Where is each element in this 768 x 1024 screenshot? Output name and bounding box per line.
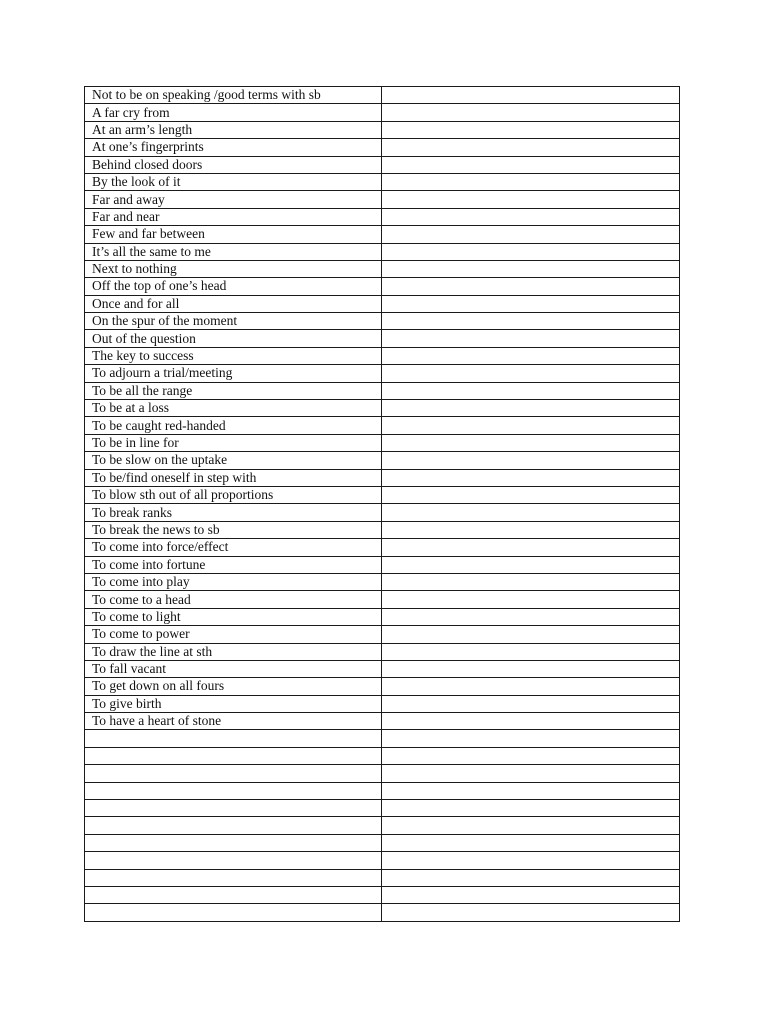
table-row	[85, 765, 680, 782]
table-row	[85, 330, 680, 347]
answer-cell	[382, 347, 680, 364]
idiom-cell: To get down on all fours	[85, 678, 382, 695]
answer-cell	[382, 208, 680, 225]
answer-cell	[382, 365, 680, 382]
table-row	[85, 434, 680, 451]
answer-cell	[382, 573, 680, 590]
table-row	[85, 869, 680, 886]
answer-cell	[382, 904, 680, 921]
idiom-cell: To be/find oneself in step with	[85, 469, 382, 486]
table-row	[85, 747, 680, 764]
table-row	[85, 173, 680, 190]
answer-cell	[382, 156, 680, 173]
table-row	[85, 191, 680, 208]
answer-cell	[382, 260, 680, 277]
table-row	[85, 800, 680, 817]
table-row	[85, 208, 680, 225]
idiom-cell: To come into fortune	[85, 556, 382, 573]
table-row	[85, 400, 680, 417]
idiom-cell: The key to success	[85, 347, 382, 364]
answer-cell	[382, 330, 680, 347]
table-row	[85, 521, 680, 538]
table-row	[85, 486, 680, 503]
answer-cell	[382, 313, 680, 330]
table-row	[85, 626, 680, 643]
table-row	[85, 782, 680, 799]
idiom-cell: To break the news to sb	[85, 521, 382, 538]
answer-cell	[382, 400, 680, 417]
idiom-cell: It’s all the same to me	[85, 243, 382, 260]
table-row	[85, 591, 680, 608]
idiom-cell: To give birth	[85, 695, 382, 712]
idiom-cell	[85, 817, 382, 834]
answer-cell	[382, 539, 680, 556]
idiom-cell: On the spur of the moment	[85, 313, 382, 330]
idiom-cell: To adjourn a trial/meeting	[85, 365, 382, 382]
table-row	[85, 156, 680, 173]
idiom-cell	[85, 782, 382, 799]
table-row	[85, 573, 680, 590]
answer-cell	[382, 121, 680, 138]
answer-cell	[382, 643, 680, 660]
answer-cell	[382, 87, 680, 104]
table-row	[85, 87, 680, 104]
answer-cell	[382, 139, 680, 156]
idiom-cell: To draw the line at sth	[85, 643, 382, 660]
idiom-cell	[85, 800, 382, 817]
answer-cell	[382, 278, 680, 295]
table-row	[85, 904, 680, 921]
table-row	[85, 608, 680, 625]
table-row	[85, 121, 680, 138]
table-row	[85, 660, 680, 677]
answer-cell	[382, 295, 680, 312]
idiom-cell: Next to nothing	[85, 260, 382, 277]
idiom-cell: Once and for all	[85, 295, 382, 312]
table-row	[85, 226, 680, 243]
idiom-cell: To have a heart of stone	[85, 713, 382, 730]
answer-cell	[382, 782, 680, 799]
answer-cell	[382, 886, 680, 903]
answer-cell	[382, 226, 680, 243]
answer-cell	[382, 382, 680, 399]
table-row	[85, 817, 680, 834]
answer-cell	[382, 713, 680, 730]
answer-cell	[382, 817, 680, 834]
idiom-cell: To fall vacant	[85, 660, 382, 677]
idiom-cell: To be all the range	[85, 382, 382, 399]
answer-cell	[382, 852, 680, 869]
idiom-cell: To come into play	[85, 573, 382, 590]
idiom-cell	[85, 730, 382, 747]
answer-cell	[382, 173, 680, 190]
table-row	[85, 313, 680, 330]
table-row	[85, 417, 680, 434]
answer-cell	[382, 800, 680, 817]
idiom-cell: To come into force/effect	[85, 539, 382, 556]
answer-cell	[382, 556, 680, 573]
answer-cell	[382, 591, 680, 608]
table-row	[85, 886, 680, 903]
idiom-cell: Off the top of one’s head	[85, 278, 382, 295]
answer-cell	[382, 452, 680, 469]
table-row	[85, 713, 680, 730]
idiom-cell: To blow sth out of all proportions	[85, 486, 382, 503]
table-row	[85, 643, 680, 660]
answer-cell	[382, 191, 680, 208]
answer-cell	[382, 608, 680, 625]
idiom-cell: Far and away	[85, 191, 382, 208]
answer-cell	[382, 660, 680, 677]
idiom-cell: By the look of it	[85, 173, 382, 190]
idiom-cell: To break ranks	[85, 504, 382, 521]
idiom-cell: To come to light	[85, 608, 382, 625]
answer-cell	[382, 869, 680, 886]
table-row	[85, 469, 680, 486]
table-row	[85, 365, 680, 382]
answer-cell	[382, 834, 680, 851]
idiom-cell	[85, 886, 382, 903]
answer-cell	[382, 695, 680, 712]
answer-cell	[382, 486, 680, 503]
table-row	[85, 260, 680, 277]
table-row	[85, 556, 680, 573]
answer-cell	[382, 469, 680, 486]
idiom-cell	[85, 834, 382, 851]
table-row	[85, 295, 680, 312]
answer-cell	[382, 765, 680, 782]
answer-cell	[382, 434, 680, 451]
table-row	[85, 678, 680, 695]
idiom-cell: Not to be on speaking /good terms with sb	[85, 87, 382, 104]
idiom-cell	[85, 904, 382, 921]
idiom-cell: A far cry from	[85, 104, 382, 121]
answer-cell	[382, 417, 680, 434]
table-body	[85, 87, 680, 922]
idiom-cell: Behind closed doors	[85, 156, 382, 173]
table-row	[85, 243, 680, 260]
answer-cell	[382, 104, 680, 121]
table-row	[85, 452, 680, 469]
table-row	[85, 104, 680, 121]
idiom-cell	[85, 747, 382, 764]
table-row	[85, 278, 680, 295]
idiom-cell: To be caught red-handed	[85, 417, 382, 434]
idiom-cell: To be at a loss	[85, 400, 382, 417]
table-row	[85, 539, 680, 556]
idiom-cell: Far and near	[85, 208, 382, 225]
idiom-cell	[85, 869, 382, 886]
answer-cell	[382, 521, 680, 538]
idiom-cell: To come to power	[85, 626, 382, 643]
idiom-cell: At one’s fingerprints	[85, 139, 382, 156]
table-row	[85, 347, 680, 364]
table-row	[85, 834, 680, 851]
idiom-cell: Few and far between	[85, 226, 382, 243]
answer-cell	[382, 504, 680, 521]
answer-cell	[382, 626, 680, 643]
table-row	[85, 504, 680, 521]
table-row	[85, 382, 680, 399]
answer-cell	[382, 243, 680, 260]
idiom-cell: To be in line for	[85, 434, 382, 451]
idiom-cell: To come to a head	[85, 591, 382, 608]
table-row	[85, 695, 680, 712]
answer-cell	[382, 678, 680, 695]
answer-cell	[382, 730, 680, 747]
idiom-cell: Out of the question	[85, 330, 382, 347]
table-row	[85, 730, 680, 747]
idiom-cell: To be slow on the uptake	[85, 452, 382, 469]
table-row	[85, 139, 680, 156]
idiom-cell	[85, 852, 382, 869]
answer-cell	[382, 747, 680, 764]
idiom-cell: At an arm’s length	[85, 121, 382, 138]
table-row	[85, 852, 680, 869]
idioms-table	[84, 86, 680, 922]
idiom-cell	[85, 765, 382, 782]
